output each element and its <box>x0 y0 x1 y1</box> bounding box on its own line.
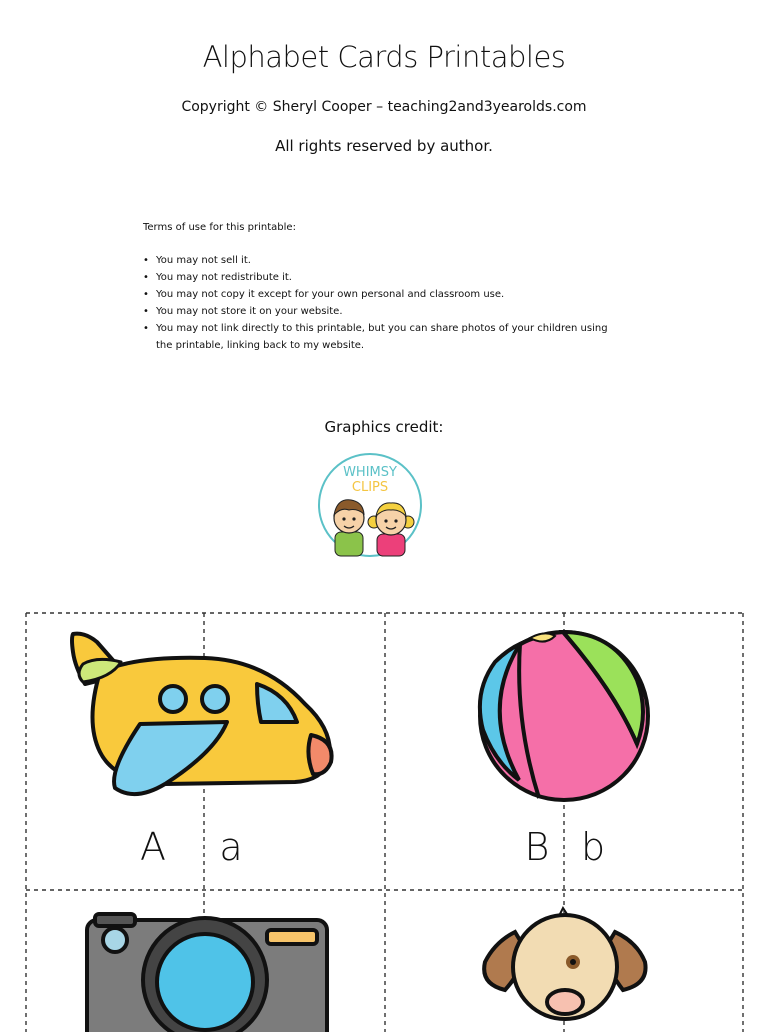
terms-item: • You may not sell it. <box>143 252 613 269</box>
logo-text-1: WHIMSY <box>343 465 397 480</box>
card-upper-letter: A <box>140 825 166 869</box>
alphabet-card-grid <box>25 612 744 1032</box>
dog-icon <box>484 908 645 1019</box>
camera-icon <box>87 914 327 1032</box>
rights-line: All rights reserved by author. <box>275 137 493 155</box>
airplane-icon <box>72 634 332 794</box>
copyright-line: Copyright © Sheryl Cooper – teaching2and3yearolds.com <box>181 99 587 115</box>
graphics-credit-label: Graphics credit: <box>324 418 444 436</box>
terms-heading: Terms of use for this printable: <box>143 222 296 233</box>
page-title: Alphabet Cards Printables <box>202 40 566 74</box>
card-upper-letter: B <box>524 825 550 869</box>
boy-icon <box>334 500 364 556</box>
card-lower-letter: b <box>580 825 606 869</box>
logo-text-2: CLIPS <box>351 480 389 495</box>
card-lower-letter: a <box>219 825 243 869</box>
terms-item: • You may not copy it except for your own personal and classroom use. <box>143 286 613 303</box>
terms-item: • You may not link directly to this printable, but you can share photos of your children using the printable, linking back to my website. <box>143 320 613 354</box>
terms-item: • You may not redistribute it. <box>143 269 613 286</box>
whimsy-clips-logo <box>317 452 423 558</box>
terms-list <box>143 252 613 354</box>
terms-item: • You may not store it on your website. <box>143 303 613 320</box>
beach-ball-icon <box>480 632 648 800</box>
